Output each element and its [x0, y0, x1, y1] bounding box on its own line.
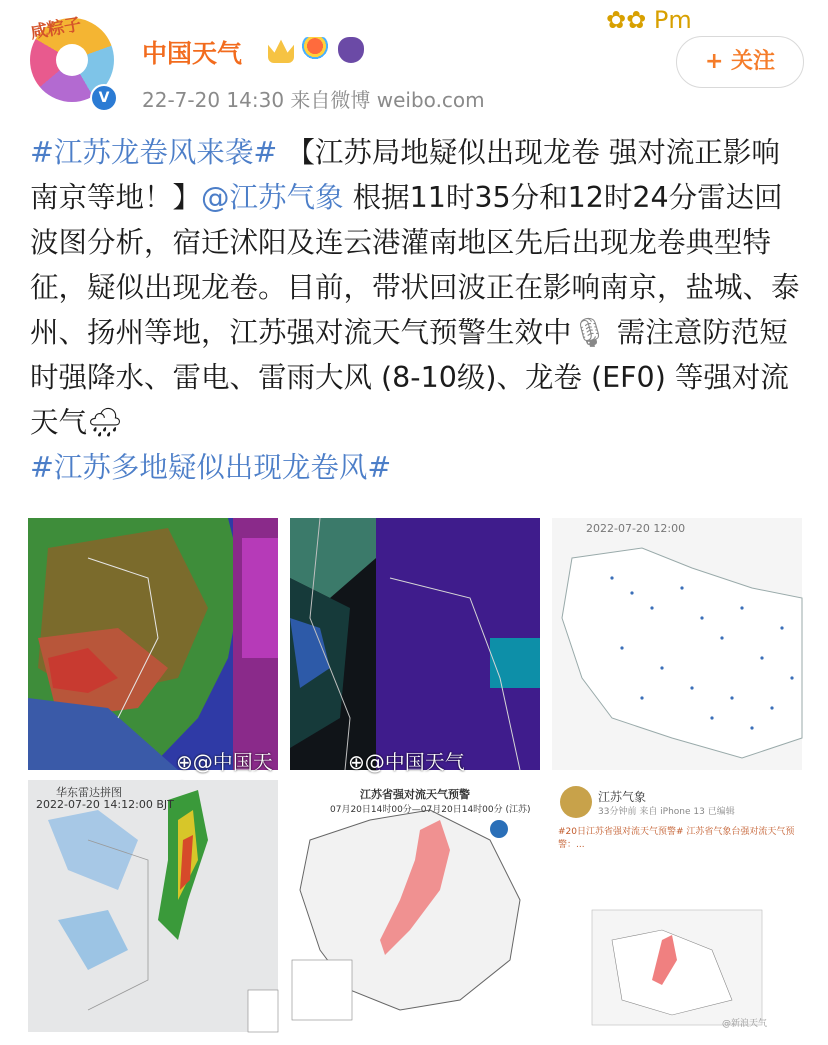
radar-mosaic-time: 2022-07-20 14:12:00 BJT: [36, 798, 174, 811]
post-header: [0, 0, 828, 120]
warning-title: 江苏省强对流天气预警: [360, 788, 470, 801]
post-text-part: 根据11时35分和12时24分雷达回波图分析，宿迁沭阳及连云港灌南地区先后出现龙卷典型特征，疑似出现龙卷。目前，带状回波正在影响南京，盐城、泰州、扬州等地，江苏强对流天气预警生效中: [30, 181, 800, 349]
warning-map-5-graphic: [290, 780, 540, 1032]
radar-image-2-graphic: [290, 518, 540, 770]
crown-badge-icon: [268, 37, 294, 63]
radar-image-1[interactable]: [28, 518, 278, 774]
post-text-part: 需注意防范短时强降水、雷电、雷雨大风 (8-10级)、龙卷 (EF0) 等强对流天气: [30, 316, 789, 439]
map-timestamp: 2022-07-20 12:00: [586, 522, 686, 535]
follow-button[interactable]: + 关注: [676, 36, 804, 88]
post-meta: 22-7-20 14:30 来自微博 weibo.com: [142, 88, 485, 112]
radar-mosaic-title: 华东雷达拼图: [56, 786, 122, 799]
hashtag-link[interactable]: #江苏多地疑似出现龙卷风#: [30, 451, 392, 484]
mention-link[interactable]: @江苏气象: [201, 181, 344, 214]
balloon-badge-icon: [302, 37, 328, 63]
warning-subtitle: 07月20日14时00分—07月20日14时00分 (江苏): [330, 805, 531, 815]
hashtag-link[interactable]: #江苏龙卷风来袭#: [30, 136, 278, 169]
watermark: ⊕@中国天: [176, 750, 273, 774]
post-text-part: 【江苏局地疑似出现龙卷 强对流正影响南京等地！】: [30, 136, 780, 214]
shield-badge-icon: [338, 37, 364, 63]
rain-cloud-icon: 🌧: [87, 406, 124, 439]
avatar-tag: 咸粽子: [29, 14, 83, 44]
sticker-icon: ✿✿ Pm: [606, 6, 692, 34]
post-text: [30, 130, 805, 490]
watermark: @新浪天气: [722, 1019, 768, 1029]
radar-image-4[interactable]: [28, 780, 278, 1032]
watermark: ⊕@中国天气: [348, 750, 465, 774]
radar-image-1-graphic: [28, 518, 278, 770]
post-screenshot-user: 江苏气象: [598, 790, 647, 804]
warning-map-5[interactable]: [290, 780, 540, 1032]
map-image-3[interactable]: [552, 518, 802, 770]
post-screenshot-6-graphic: [552, 780, 802, 1032]
post-screenshot-text: #20日江苏省强对流天气预警# 江苏省气象台强对流天气预警：...: [558, 827, 795, 850]
radar-image-2[interactable]: [290, 518, 540, 774]
user-name[interactable]: 中国天气: [142, 39, 243, 68]
post-screenshot-6[interactable]: [552, 780, 802, 1032]
verified-badge-icon: V: [90, 84, 118, 112]
image-grid: [28, 518, 802, 1032]
post-screenshot-meta: 33分钟前 来自 iPhone 13 已编辑: [598, 807, 735, 817]
map-image-3-graphic: [552, 518, 802, 770]
microphone-icon: 🎙: [571, 316, 608, 349]
radar-image-4-graphic: [28, 780, 278, 1032]
